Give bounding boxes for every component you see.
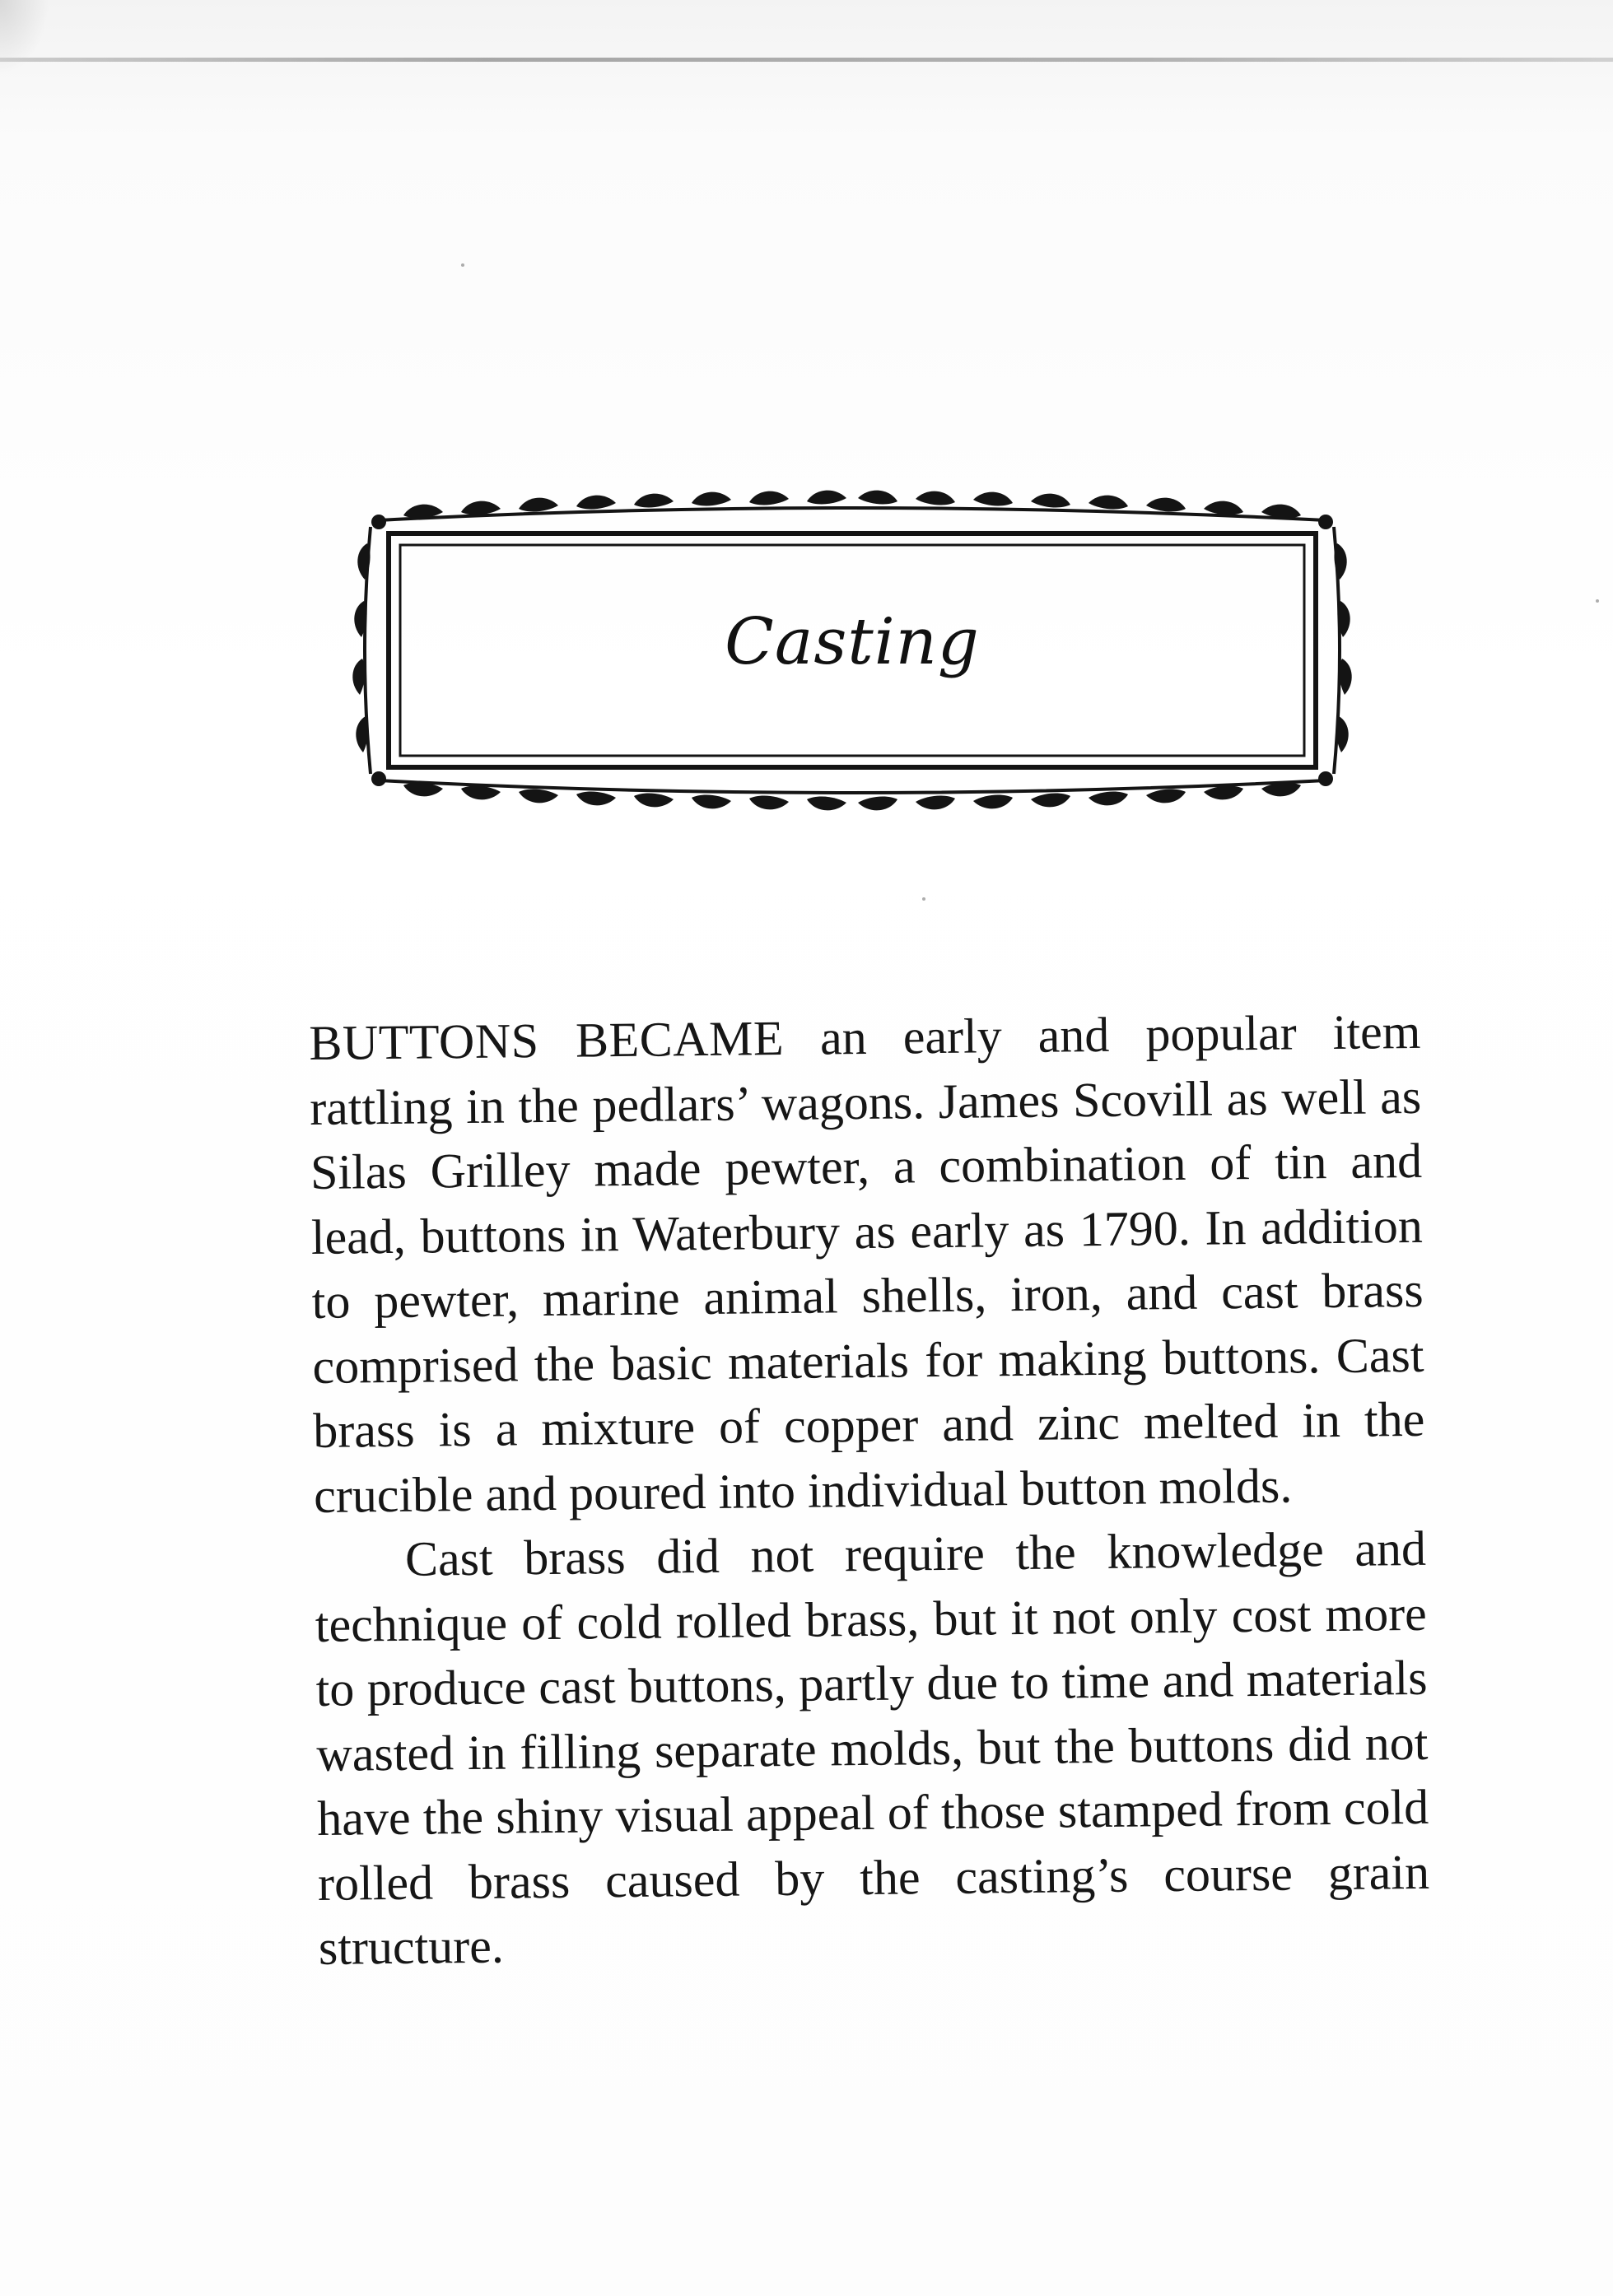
- scan-corner-shadow: [0, 0, 49, 74]
- dust-speck: [1596, 599, 1599, 603]
- chapter-title: Casting: [725, 605, 980, 679]
- paragraph-2: [315, 1516, 1431, 1981]
- dust-speck: [461, 263, 464, 267]
- body-text: [309, 999, 1430, 1981]
- scan-edge-line: [0, 58, 1613, 62]
- paragraph-1: [309, 999, 1426, 1528]
- dust-speck: [922, 897, 925, 901]
- paragraph-2-text: Cast brass did not require the knowledge and technique of cold rolled brass, but it not only cost more to produce cast buttons, partly due to time and materials wasted in filling separate molds, but the buttons did not have the shiny visual appeal of those stamped from cold rolled brass caused by the casting’s course grain structure.: [315, 1521, 1430, 1975]
- title-cartouche: [346, 477, 1359, 823]
- paragraph-1-lead: BUTTONS BECAME: [309, 1010, 785, 1070]
- paragraph-1-text: an early and popular item rattling in the pedlars’ wagons. James Scovill as well as Silas Grilley made pewter, a combination of tin and lead, buttons in Waterbury as early as 1790. In addition to pewter, marine animal shells, iron, and cast brass comprised the basic materials for making buttons. Cast brass is a mixture of copper and zinc melted in the crucible and poured into individual button molds.: [309, 1004, 1425, 1523]
